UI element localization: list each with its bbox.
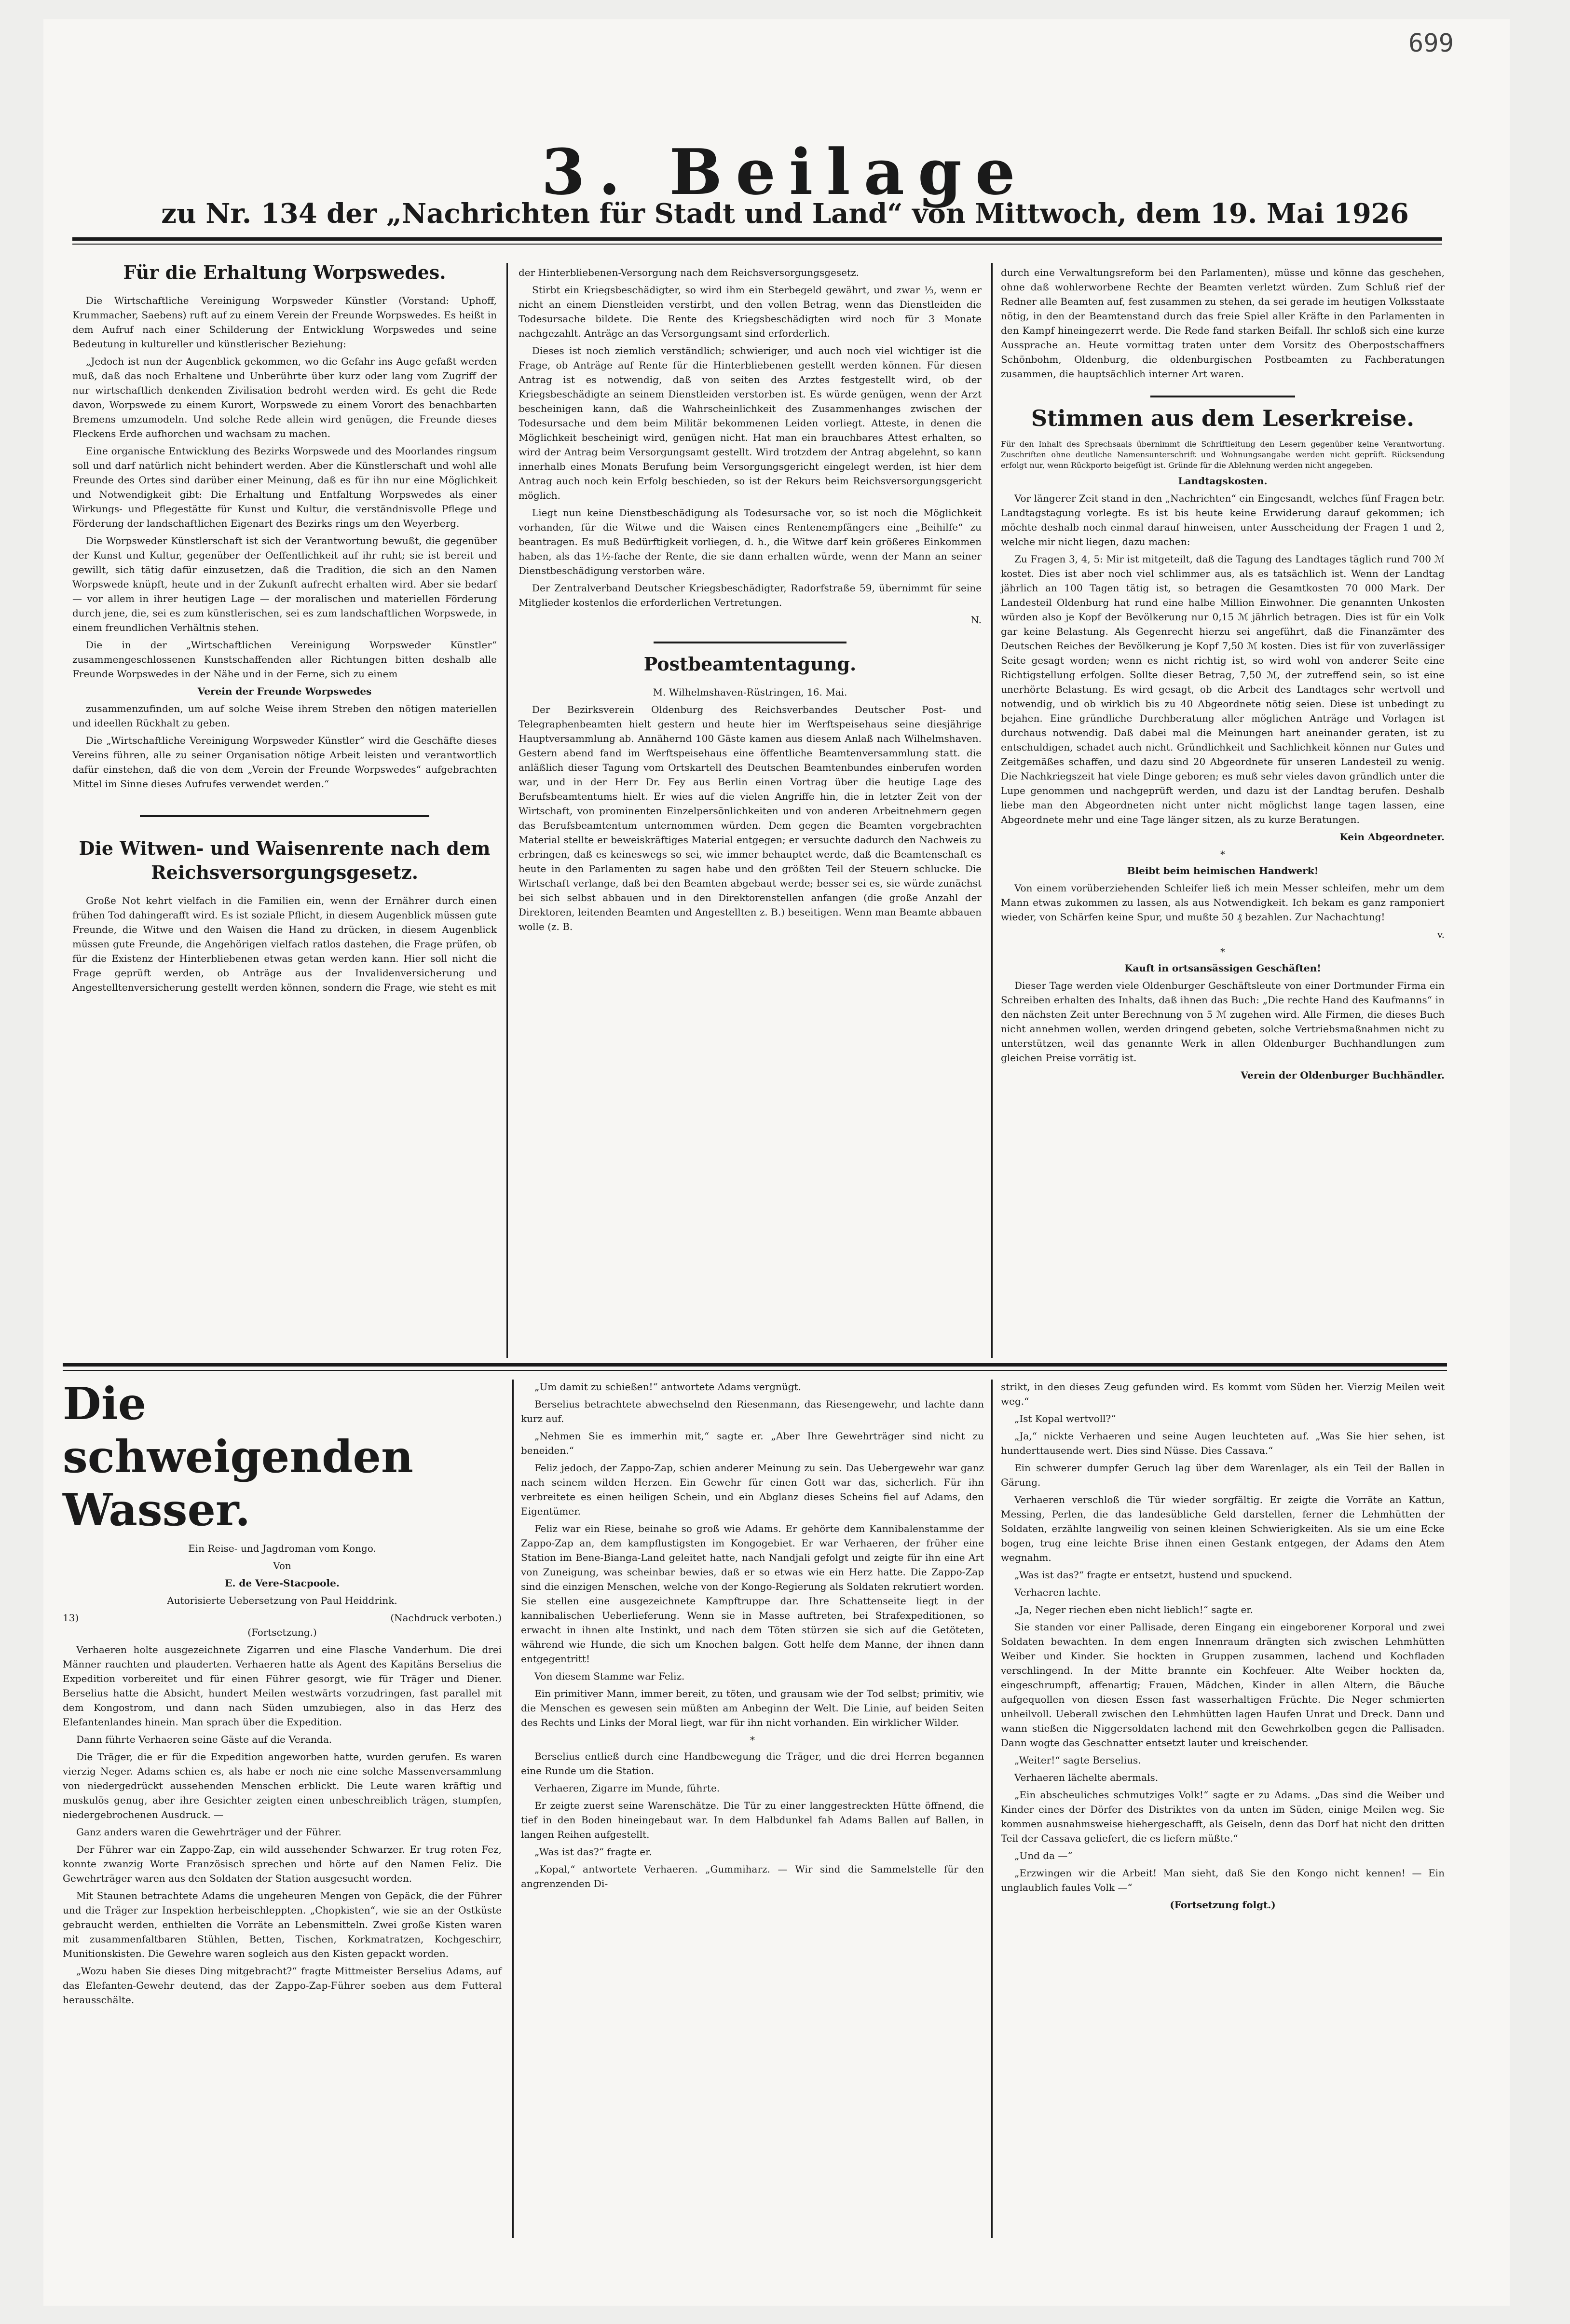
story-paragraph: Feliz war ein Riese, beinahe so groß wie Adams. Er gehörte dem Kannibalenstamme der Zappo-Zap an, dem kampflustigsten im Kongogebiet. Er war Verhaeren, der früher eine Station im Bene-Bianga-Land geleitet hatte, nach Nandjali gefolgt und zeigte für ihn eine Art von Zuneigung, was scheinbar bewies, daß er so etwas wie ein Herz hatte. Die Zappo-Zap sind die einzigen Menschen, welche von der Kongo-Regierung als Soldaten rekrutiert worden. Sie stellen eine ausgezeichnete Kampftruppe dar. Ihre Schattenseite liegt in der kannibalischen Ueberlieferung. Wenn sie in Masse auftreten, bei Strafexpeditionen, so erwacht in ihnen alte Instinkt, und nach dem Töten stürzen sie sich auf die Getöteten, während wie Hunde, die sich um Knochen balgen. Gott helfe dem Manne, der ihnen dann entgegentritt! bbox=[521, 1523, 984, 1665]
page-subtitle: zu Nr. 134 der „Nachrichten für Stadt und Land“ von Mittwoch, dem 19. Mai 1926 bbox=[161, 198, 1409, 230]
letter-title: Kauft in ortsansässigen Geschäften! bbox=[1124, 962, 1321, 974]
letter-paragraph: Dieser Tage werden viele Oldenburger Geschäftsleute von einer Dortmunder Firma ein Schreiben erhalten des Inhalts, daß ihnen das Buch: „Die rechte Hand des Kaufmanns“ in den nächsten Zeit unter Berechnung von 5 ℳ zugehen wird. Alle Firmen, die dieses Buch nicht annehmen wollen, werden dringend gebeten, solche Vertriebsmaßnahmen nicht zu unterstützen, weil das genannte Werk in allen Oldenburger Buchhandlungen zum gleichen Preise vorrätig ist. bbox=[1001, 980, 1445, 1064]
story-paragraph: Verhaeren lächelte abermals. bbox=[1014, 1772, 1159, 1783]
letter-signature: v. bbox=[1437, 929, 1445, 940]
article-paragraph: Stirbt ein Kriegsbeschädigter, so wird ihm ein Sterbegeld gewährt, und zwar ⅓, wenn er nicht an einem Dienstleiden verstirbt, und den vollen Betrag, wenn das Dienstleiden die Todesursache bildete. Die Rente des Kriegsbeschädigten wird noch für 3 Monate nachgezahlt. Anträge an das Versorgungsamt sind erforderlich. bbox=[519, 284, 982, 339]
story-translator: Autorisierte Uebersetzung von Paul Heiddrink. bbox=[167, 1595, 397, 1606]
story-paragraph: Verhaeren, Zigarre im Munde, führte. bbox=[534, 1782, 720, 1794]
story-paragraph: Sie standen vor einer Pallisade, deren Eingang ein eingeborener Korporal und zwei Soldaten bewachten. In dem engen Innenraum drängten sich zwischen Lehmhütten Weiber und Kinder. Sie hockten in Gruppen zusammen, lachend und Kochfladen verschlingend. In der Mitte brannte ein Kochfeuer. Alte Weiber hockten da, eingeschrumpft, affenartig; Frauen, Mädchen, Kinder in allen Altern, die Bäuche aufgequollen von diesen Essen fast wasserhaltigen Früchte. Die Neger schmierten unheilvoll. Ueberall zwischen den Lehmhütten lagen Haufen Unrat und Dreck. Dann und wann stießen die Niggersoldaten lachend mit den Gewehrkolben gegen die Pallisaden. Dann wogte das Geschnatter entsetzt lauter und kreischender. bbox=[1001, 1621, 1445, 1749]
header-rule-thick bbox=[72, 237, 1442, 241]
header-rule-thin bbox=[72, 244, 1442, 245]
story-paragraph: Von diesem Stamme war Feliz. bbox=[534, 1670, 685, 1682]
story-continuation: (Fortsetzung.) bbox=[247, 1627, 317, 1638]
story-paragraph: „Was ist das?“ fragte er. bbox=[534, 1846, 652, 1858]
letter-paragraph: Von einem vorüberziehenden Schleifer ließ ich mein Messer schleifen, mehr um dem Mann etwas zukommen zu lassen, als aus Notwendigkeit. Ich bekam es ganz ramponiert wieder, von Schärfen keine Spur, und mußte 50 ₰ bezahlen. Zur Nachachtung! bbox=[1001, 882, 1445, 923]
separator-asterisk: * bbox=[1220, 946, 1225, 957]
story-installment-number: 13) bbox=[63, 1612, 79, 1624]
story-column-3 bbox=[1001, 1380, 1445, 1915]
article-paragraph: Die in der „Wirtschaftlichen Vereinigung Worpsweder Künstler“ zusammengeschlossenen Kunstschaffenden aller Richtungen bitten deshalb alle Freunde Worpswedes in der Nähe und in der Ferne, sich zu einem bbox=[72, 639, 497, 680]
story-paragraph: „Erzwingen wir die Arbeit! Man sieht, daß Sie den Kongo nicht kennen! — Ein unglaublich faules Volk —“ bbox=[1001, 1867, 1445, 1893]
story-paragraph: „Um damit zu schießen!“ antwortete Adams vergnügt. bbox=[534, 1381, 801, 1393]
story-paragraph: „Und da —“ bbox=[1014, 1850, 1073, 1861]
story-paragraph: „Kopal,“ antwortete Verhaeren. „Gummiharz. — Wir sind die Sammelstelle für den angrenzenden Di- bbox=[521, 1863, 984, 1889]
letter-title: Landtagskosten. bbox=[1178, 475, 1268, 487]
page-number: 699 bbox=[1408, 29, 1454, 58]
article-title-witwenrente: Die Witwen- und Waisenrente nach dem Reichsversorgungsgesetz. bbox=[79, 837, 491, 883]
article-paragraph: Die Wirtschaftliche Vereinigung Worpsweder Künstler (Vorstand: Uphoff, Krummacher, Saebens) ruft auf zu einem Verein der Freunde Worpswedes. Es heißt in dem Aufruf nach einer Schilderung der Entwicklung Worpswedes und seine Bedeutung in kultureller und künstlerischer Beziehung: bbox=[72, 295, 497, 350]
editorial-note: Für den Inhalt des Sprechsaals übernimmt die Schriftleitung den Lesern gegenüber keine Verantwortung. Zuschriften ohne deutliche Namensunterschrift und Wohnungsangabe werden nicht geprüft. Rücksendung erfolgt nur, wenn Rückporto beigefügt ist. Gründe für die Ablehnung werden nicht angegeben. bbox=[1001, 439, 1445, 470]
feuilleton-divider-2 bbox=[991, 1380, 993, 2238]
story-byline-von: Von bbox=[273, 1560, 291, 1572]
article-paragraph: Liegt nun keine Dienstbeschädigung als Todesursache vor, so ist noch die Möglichkeit vorhanden, für die Witwe und die Waisen eines Rentenempfängers eine „Beihilfe“ zu beantragen. Es muß Bedürftigkeit vorliegen, d. h., die Witwe darf kein größeres Einkommen haben, als das 1½-fache der Rente, die sie dann erhalten würde, wenn der Mann an seiner Dienstbeschädigung verstorben wäre. bbox=[519, 507, 982, 576]
article-title-leserkreise: Stimmen aus dem Leserkreise. bbox=[1031, 405, 1415, 431]
story-author: E. de Vere-Stacpoole. bbox=[225, 1577, 340, 1589]
story-paragraph: „Nehmen Sie es immerhin mit,“ sagte er. „Aber Ihre Gewehrträger sind nicht zu beneiden.“ bbox=[521, 1430, 984, 1456]
feuilleton-divider-1 bbox=[512, 1380, 514, 2238]
story-column-2 bbox=[521, 1380, 984, 1894]
story-paragraph: Verhaeren verschloß die Tür wieder sorgfältig. Er zeigte die Vorräte an Kattun, Messing, Perlen, die das landesübliche Geld darstellen, ferner die Lehmhütten der Soldaten, erzählte langweilig von seinen kleinen Schwierigkeiten. Als sie um eine Ecke bogen, trug eine leichte Brise ihnen einen Gestank entgegen, der Adams den Atem wegnahm. bbox=[1001, 1494, 1445, 1563]
article-paragraph: „Jedoch ist nun der Augenblick gekommen, wo die Gefahr ins Auge gefaßt werden muß, daß das noch Erhaltene und Unberührte über kurz oder lang vom Zugriff der nur wirtschaftlich denkenden Zivilisation bedroht werden wird. Es geht die Rede davon, Worpswede zu einem Kurort, Worpswede zu einem Vorort des benachbarten Bremens umzumodeln. Und solche Rede allein wird genügen, die Freunde dieses Fleckens Erde aufhorchen und wachsam zu machen. bbox=[72, 355, 497, 439]
letter-signature: Verein der Oldenburger Buchhändler. bbox=[1241, 1069, 1445, 1081]
article-separator bbox=[140, 815, 429, 817]
article-separator bbox=[654, 642, 846, 643]
story-paragraph: Ein schwerer dumpfer Geruch lag über dem Warenlager, als ein Teil der Ballen in Gärung. bbox=[1001, 1462, 1445, 1488]
story-paragraph: Berselius entließ durch eine Handbewegung die Träger, und die drei Herren begannen eine Runde um die Station. bbox=[521, 1750, 984, 1777]
story-paragraph: Berselius betrachtete abwechselnd den Riesenmann, das Riesengewehr, und lachte dann kurz auf. bbox=[521, 1398, 984, 1424]
story-paragraph: „Weiter!“ sagte Berselius. bbox=[1014, 1754, 1141, 1766]
article-title-postbeamtentagung: Postbeamtentagung. bbox=[643, 653, 857, 675]
story-rights: (Nachdruck verboten.) bbox=[390, 1612, 502, 1624]
story-paragraph: Verhaeren lachte. bbox=[1014, 1586, 1101, 1598]
story-to-be-continued: (Fortsetzung folgt.) bbox=[1170, 1899, 1276, 1911]
article-paragraph: Dieses ist noch ziemlich verständlich; schwieriger, und auch noch viel wichtiger ist die Frage, ob Anträge auf Rente für die Hinterbliebenen gestellt werden können. Für diesen Antrag ist es notwendig, daß von seiten des Arztes festgestellt wird, ob der Kriegsbeschädigte an seinem Dienstleiden verstorben ist. Es würde genügen, wenn der Arzt bescheinigen kann, daß die Wahrscheinlichkeit des Zusammenhanges zwischen der Todesursache und dem beim Militär bekommenen Leiden vorliegt. Atteste, in denen die Möglichkeit bescheinigt wird, genügen nicht. Hat man ein brauchbares Attest erhalten, so wird der Antrag beim Versorgungsamt gestellt. Wird trotzdem der Antrag abgelehnt, so kann innerhalb eines Monats Berufung beim Versorgungsgericht eingelegt werden, ist hier dem Antrag auch noch kein Erfolg beschieden, so ist der Rekurs beim Reichsversorgungsgericht möglich. bbox=[519, 345, 982, 501]
story-paragraph: strikt, in den dieses Zeug gefunden wird. Es kommt vom Süden her. Vierzig Meilen weit weg.“ bbox=[1001, 1381, 1445, 1407]
story-paragraph: Verhaeren holte ausgezeichnete Zigarren und eine Flasche Vanderhum. Die drei Männer rauchten und plauderten. Verhaeren hatte als Agent des Kapitäns Berselius die Expedition vorbereitet und für einen Führer gesorgt, wie für Träger und Diener. Berselius hatte die Absicht, hundert Meilen westwärts vorzudringen, fast parallel mit dem Kongostrom, und dann nach Süden umzubiegen, also in das Herz des Elefantenlandes hinein. Man sprach über die Expedition. bbox=[63, 1644, 502, 1728]
story-column-1 bbox=[63, 1377, 502, 2010]
article-dateline: M. Wilhelmshaven-Rüstringen, 16. Mai. bbox=[653, 686, 847, 698]
article-paragraph: zusammenzufinden, um auf solche Weise ihrem Streben den nötigen materiellen und ideellen Rückhalt zu geben. bbox=[72, 703, 497, 729]
story-paragraph: Ganz anders waren die Gewehrträger und der Führer. bbox=[76, 1826, 341, 1838]
article-paragraph-center: Verein der Freunde Worpswedes bbox=[197, 685, 372, 697]
story-paragraph: „Ein abscheuliches schmutziges Volk!“ sagte er zu Adams. „Das sind die Weiber und Kinder eines der Dörfer des Distriktes von da unten im Süden, einige Meilen weg. Sie kommen ausnahmsweise hiehergeschafft, als Geiseln, denn das Dorf hat nicht den dritten Teil der Cassava geliefert, die es liefern müßte.“ bbox=[1001, 1789, 1445, 1844]
separator-asterisk: * bbox=[750, 1734, 755, 1746]
column-2 bbox=[519, 265, 982, 937]
article-paragraph: Die Worpsweder Künstlerschaft ist sich der Verantwortung bewußt, die gegenüber der Kunst und Kultur, gegenüber der Oeffentlichkeit auf ihr ruht; sie ist bereit und gewillt, sich tätig dafür einzusetzen, daß die Tradition, die sich an den Namen Worpswede knüpft, heute und in der Zukunft aufrecht erhalten wird. Aber sie bedarf — vor allem in ihrer heutigen Lage — der moralischen und materiellen Förderung durch jene, die, sei es zum künstlerischen, sei es zum landschaftlichen Worpswede, in einem freundlichen Verhältnis stehen. bbox=[72, 535, 497, 633]
story-paragraph: „Ist Kopal wertvoll?“ bbox=[1014, 1413, 1116, 1424]
story-paragraph: „Wozu haben Sie dieses Ding mitgebracht?“ fragte Mittmeister Berselius Adams, auf das Elefanten-Gewehr deutend, das der Zappo-Zap-Führer soeben aus dem Futteral herausschälte. bbox=[63, 1965, 502, 2006]
story-paragraph: „Ja, Neger riechen eben nicht lieblich!“ sagte er. bbox=[1014, 1604, 1254, 1615]
column-3 bbox=[1001, 265, 1445, 1085]
column-1 bbox=[72, 260, 497, 998]
feuilleton-rule-thick bbox=[63, 1363, 1447, 1367]
separator-asterisk: * bbox=[1220, 848, 1225, 860]
column-divider-1 bbox=[506, 263, 508, 1358]
article-paragraph: Die „Wirtschaftliche Vereinigung Worpsweder Künstler“ wird die Geschäfte dieses Vereins führen, alle zu seiner Organisation nötige Arbeit leisten und verantwortlich dafür einstehen, daß die von dem „Verein der Freunde Worpswedes“ aufgebrachten Mittel im Sinne dieses Aufrufes verwendet werden.“ bbox=[72, 735, 497, 790]
article-paragraph: Der Bezirksverein Oldenburg des Reichsverbandes Deutscher Post- und Telegraphenbeamten hielt gestern und heute hier im Werftspeisehaus seine diesjährige Hauptversammlung ab. Annähernd 100 Gäste kamen aus diesem Anlaß nach Wilhelmshaven. Gestern abend fand im Werftspeisehaus eine öffentliche Beamtenversammlung statt. die anläßlich dieser Tagung vom Ortskartell des Deutschen Beamtenbundes einberufen worden war, und in der Herr Dr. Fey aus Berlin einen Vortrag über die heutige Lage des Berufsbeamtentums hielt. Er wies auf die vielen Angriffe hin, die in letzter Zeit von der Wirtschaft, von prominenten Einzelpersönlichkeiten und von anderen Arbeitnehmern gegen das Berufsbeamtentum unternommen würden. Dem gegen die Beamten vorgebrachten Material stellte er beweiskräftiges Material entgegen; er versuchte dadurch den Nachweis zu erbringen, daß es keineswegs so sei, wie immer behauptet werde, daß die Beamtenschaft es heute in den Parlamenten zu sagen habe und den größten Teil der Steuern schlucke. Die Wirtschaft verlange, daß bei den Beamten abgebaut werde; besser sei es, sie würde zunächst bei sich selbst abbauen und in den Direktorenstellen anfangen (die große Anzahl der Direktoren, leitenden Beamten und Angestellten z. B.) beseitigen. Wenn man Beamte abbauen wolle (z. B. bbox=[519, 704, 982, 932]
article-separator bbox=[1150, 396, 1295, 397]
story-paragraph: Dann führte Verhaeren seine Gäste auf die Veranda. bbox=[76, 1734, 332, 1745]
article-paragraph: durch eine Verwaltungsreform bei den Parlamenten), müsse und könne das geschehen, ohne daß wohlerworbene Rechte der Beamten verletzt würden. Zum Schluß rief der Redner alle Beamten auf, fest zusammen zu stehen, da sei gerade im heutigen Volksstaate nötig, in den der Beamtenstand durch das freie Spiel aller Kräfte in den Parlamenten in den Kampf hineingezerrt werde. Die Rede fand starken Beifall. Ihr schloß sich eine kurze Aussprache an. Heute vormittag traten unter dem Vorsitz des Oberpostschaffners Schönbohm, Oldenburg, die oldenburgischen Postbeamten zu Fachberatungen zusammen, die hauptsächlich interner Art waren. bbox=[1001, 267, 1445, 380]
letter-paragraph: Zu Fragen 3, 4, 5: Mir ist mitgeteilt, daß die Tagung des Landtages täglich rund 700 ℳ kostet. Dies ist aber noch viel schlimmer aus, als es tatsächlich ist. Wenn der Landtag jährlich an 100 Tagen tätig ist, so betragen die Gesamtkosten 70 000 Mark. Der Landesteil Oldenburg hat rund eine halbe Million Einwohner. Die genannten Unkosten würden also je Kopf der Bevölkerung nur 0,15 ℳ jährlich betragen. Dies ist für ein Volk gar keine Belastung. Als Gegenrecht hierzu sei angeführt, daß die Finanzämter des Deutschen Reiches der Bevölkerung je Kopf 7,50 ℳ kosten. Dies ist für von zuverlässiger Seite gesagt worden; wenn es nicht richtig ist, so wird wohl von anderer Seite eine Richtigstellung erfolgen. Sollte dieser Betrag, 7,50 ℳ, der zutreffend sein, so ist eine unerhörte Belastung. Es wird gesagt, ob die Arbeit des Landtages sehr wertvoll und notwendig, und ob wirklich bis zu 40 Abgeordnete nötig seien. Diese ist unbedingt zu bejahen. Eine gründliche Durchberatung aller möglichen Anträge und Vorlagen ist durchaus notwendig. Daß dabei mal die Meinungen hart aneinander geraten, ist zu entschuldigen, schadet auch nicht. Gründlichkeit und Sachlichkeit können nur Gutes und Zeitgemäßes schaffen, und dazu sind 20 Abgeordnete für unseren Landesteil zu wenig. Die Nachkriegszeit hat viele Dinge geboren; es muß sehr vieles davon gründlich unter die Lupe genommen und nachgeprüft werden, und dazu ist der Landtag berufen. Deshalb liebe man den Abgeordneten nicht unter nicht möglichst lange tagen lassen, eine Abgeordnete mehr und eine Tage länger sitzen, als zu kurze Beratungen. bbox=[1001, 553, 1445, 825]
article-paragraph: der Hinterbliebenen-Versorgung nach dem Reichsversorgungsgesetz. bbox=[519, 267, 859, 278]
story-paragraph: „Ja,“ nickte Verhaeren und seine Augen leuchteten auf. „Was Sie hier sehen, ist hunderttausende wert. Dies sind Nüsse. Dies Cassava.“ bbox=[1001, 1430, 1445, 1456]
story-paragraph: Feliz jedoch, der Zappo-Zap, schien anderer Meinung zu sein. Das Uebergewehr war ganz nach seinem wilden Herzen. Ein Gewehr für einen Gott war das, sicherlich. Für ihn verbreitete es einen heiligen Schein, und ein Abglanz dieses Scheins fiel auf Adams, den Eigentümer. bbox=[521, 1462, 984, 1517]
letter-paragraph: Vor längerer Zeit stand in den „Nachrichten“ ein Eingesandt, welches fünf Fragen betr. Landtagstagung vorlegte. Es ist bis heute keine Erwiderung darauf gekommen; ich möchte deshalb noch einmal darauf hinweisen, unter Ausscheidung der Fragen 1 und 2, welche mir nicht liegen, dazu machen: bbox=[1001, 492, 1445, 547]
article-title-worpswede: Für die Erhaltung Worpswedes. bbox=[123, 261, 446, 283]
story-paragraph: Er zeigte zuerst seine Warenschätze. Die Tür zu einer langgestreckten Hütte öffnend, die tief in den Boden hineingebaut war. In dem Halbdunkel fah Adams Ballen auf Ballen, in langen Reihen aufgestellt. bbox=[521, 1800, 984, 1840]
article-paragraph: Eine organische Entwicklung des Bezirks Worpswede und des Moorlandes ringsum soll und darf natürlich nicht behindert werden. Aber die Künstlerschaft und wohl alle Freunde des Ortes sind darüber einer Meinung, daß es für ihn nur eine Möglichkeit und Notwendigkeit gibt: Die Erhaltung und Entfaltung Worpswedes als einer Wirkungs- und Pflegestätte für Kunst und Kultur, die verständnisvolle Pflege und Förderung der landschaftlichen Eigenart des Bezirks rings um den Weyerberg. bbox=[72, 445, 497, 529]
letter-title: Bleibt beim heimischen Handwerk! bbox=[1127, 865, 1319, 876]
story-paragraph: Ein primitiver Mann, immer bereit, zu töten, und grausam wie der Tod selbst; primitiv, wie die Menschen es gewesen sein müßten am Anbeginn der Welt. Die Linie, auf beiden Seiten des Rechts und Links der Moral liegt, war für ihn nicht vorhanden. Ein wirklicher Wilder. bbox=[521, 1688, 984, 1728]
story-paragraph: Mit Staunen betrachtete Adams die ungeheuren Mengen von Gepäck, die der Führer und die Träger zur Inspektion herbeischleppten. „Chopkisten“, wie sie an der Ostküste gebraucht werden, enthielten die Vorräte an Lebensmitteln. Zwei große Kisten waren mit zusammenfaltbaren Stühlen, Betten, Tischen, Korkmatratzen, Kochgeschirr, Munitionskisten. Die Gewehre waren sogleich aus den Kisten gepackt worden. bbox=[63, 1890, 502, 1959]
story-paragraph: Die Träger, die er für die Expedition angeworben hatte, wurden gerufen. Es waren vierzig Neger. Adams schien es, als habe er noch nie eine solche Massenversammlung von niedergedrückt aussehenden Menschen erblickt. Die Leute waren kräftig und muskulös genug, aber ihre Gesichter zeigten einen unbeschreiblich trägen, stumpfen, niedergebrochenen Ausdruck. — bbox=[63, 1751, 502, 1820]
article-signature: N. bbox=[970, 614, 982, 626]
story-meta-row bbox=[63, 1611, 502, 1625]
story-subtitle: Ein Reise- und Jagdroman vom Kongo. bbox=[188, 1543, 376, 1554]
page-title: 3. Beilage bbox=[541, 135, 1029, 209]
story-paragraph: „Was ist das?“ fragte er entsetzt, hustend und spuckend. bbox=[1014, 1569, 1293, 1581]
column-divider-2 bbox=[991, 263, 993, 1358]
article-paragraph: Große Not kehrt vielfach in die Familien ein, wenn der Ernährer durch einen frühen Tod dahingerafft wird. Es ist soziale Pflicht, in diesem Augenblick müssen gute Freunde, die Witwe und den Waisen die Hand zu drücken, in diesem Augenblick müssen gute Freunde, die Angehörigen vielfach ratlos dastehen, die Frage prüfen, ob für die Existenz der Hinterbliebenen etwas getan werden kann. Hier soll nicht die Frage geprüft werden, ob Anträge aus der Invalidenversicherung und Angestelltenversicherung gestellt werden können, sondern die Frage, wie steht es mit bbox=[72, 895, 497, 993]
letter-signature: Kein Abgeordneter. bbox=[1339, 831, 1445, 843]
story-paragraph: Der Führer war ein Zappo-Zap, ein wild aussehender Schwarzer. Er trug roten Fez, konnte zwanzig Worte Französisch sprechen und hörte auf den Namen Feliz. Die Gewehrträger waren aus den Soldaten der Station ausgesucht worden. bbox=[63, 1844, 502, 1884]
story-title: Die schweigenden Wasser. bbox=[63, 1378, 413, 1536]
article-paragraph: Der Zentralverband Deutscher Kriegsbeschädigter, Radorfstraße 59, übernimmt für seine Mitglieder kostenlos die erforderlichen Vertretungen. bbox=[519, 582, 982, 608]
feuilleton-rule-thin bbox=[63, 1370, 1447, 1371]
